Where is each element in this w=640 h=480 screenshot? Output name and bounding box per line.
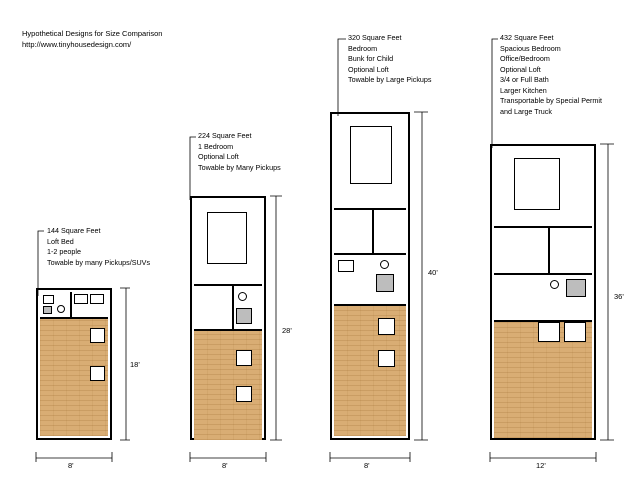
plan-320-hall-partition	[372, 210, 374, 254]
callout-320-feature-0: Bedroom	[348, 43, 378, 53]
callout-320-feature-3: Towable by Large Pickups	[348, 75, 432, 84]
plan-432-shower	[566, 279, 586, 297]
dim-label-432-width: 12'	[536, 461, 546, 470]
callout-224-feature-2: Towable by Many Pickups	[198, 162, 281, 172]
plan-320-shower	[376, 274, 394, 292]
dim-144-ext-w	[36, 452, 112, 462]
callout-144-feature-2: Towable by many Pickups/SUVs	[47, 257, 151, 267]
plan-320-vanity	[338, 260, 354, 272]
plan-224-bed	[207, 212, 247, 264]
dim-224-ext-h	[270, 196, 282, 440]
diagram-url: http://www.tinyhousedesign.com/	[22, 40, 132, 49]
plan-320-bed	[350, 126, 392, 184]
callout-224	[198, 131, 281, 173]
callout-320-sqft: 320 Square Feet	[348, 33, 402, 42]
plan-224-toilet	[238, 292, 247, 301]
callout-224-feature-1: Optional Loft	[198, 152, 239, 161]
title-block	[22, 28, 162, 50]
dim-label-224-width: 8'	[222, 461, 228, 470]
plan-144-outline	[36, 288, 112, 440]
leader-320	[338, 39, 346, 116]
plan-144-appliance	[90, 328, 105, 343]
plan-224-ladder	[236, 386, 252, 402]
dim-label-320-length: 40'	[428, 268, 438, 277]
dim-label-144-width: 8'	[68, 461, 74, 470]
dim-224-ext-w	[190, 452, 266, 462]
plan-224-bath-partition	[232, 286, 234, 330]
callout-144-feature-0: Loft Bed	[47, 236, 74, 246]
plan-144-shower	[43, 306, 52, 314]
plan-432-office-partition	[548, 228, 550, 274]
callout-432-sqft: 432 Square Feet	[500, 33, 554, 42]
plan-432-office	[494, 228, 592, 274]
callout-320-feature-1: Bunk for Child	[348, 54, 394, 63]
callout-432-feature-4: Larger Kitchen	[500, 85, 547, 95]
plan-144-sink	[74, 294, 88, 304]
dim-label-320-width: 8'	[364, 461, 370, 470]
plan-320-closet-hall	[334, 210, 406, 254]
leader-432	[492, 39, 498, 148]
callout-432-feature-5: Transportable by Special Permit	[500, 96, 603, 105]
dim-label-432-length: 36'	[614, 292, 624, 301]
plan-144-ladder	[90, 366, 105, 381]
plan-432-sink	[564, 322, 586, 342]
plan-320-outline	[330, 112, 410, 440]
plan-432-toilet	[550, 280, 559, 289]
plan-144-tub	[43, 295, 54, 304]
plan-224-appliance	[236, 350, 252, 366]
dim-320-ext-w	[330, 452, 410, 462]
plan-144-toilet	[57, 305, 65, 313]
callout-320-feature-2: Optional Loft	[348, 64, 389, 74]
callout-144	[47, 226, 150, 268]
plan-320-toilet	[380, 260, 389, 269]
dim-144-ext-h	[120, 288, 130, 440]
dim-432-ext-h	[600, 144, 614, 440]
leader-224	[190, 137, 196, 200]
dim-label-224-length: 28'	[282, 326, 292, 335]
dim-label-144-length: 18'	[130, 360, 140, 369]
leader-144	[38, 231, 44, 296]
callout-432-feature-0: Spacious Bedroom	[500, 43, 561, 53]
plan-432-range	[538, 322, 560, 342]
callout-432-feature-2: Optional Loft	[500, 64, 541, 74]
callout-224-feature-0: 1 Bedroom	[198, 141, 234, 151]
plan-320-sink	[378, 350, 395, 367]
callout-224-sqft: 224 Square Feet	[198, 131, 252, 140]
plan-432-bed	[514, 158, 560, 210]
plan-432-outline	[490, 144, 596, 440]
diagram-title: Hypothetical Designs for Size Comparison	[22, 29, 163, 38]
callout-320	[348, 33, 432, 86]
plan-144-bath-wall	[70, 292, 72, 318]
plan-320-living-floor	[334, 306, 406, 436]
plan-224-outline	[190, 196, 266, 440]
callout-432	[500, 33, 602, 117]
plan-144-interior-wall	[40, 317, 108, 319]
plan-320-range	[378, 318, 395, 335]
plan-144-range	[90, 294, 104, 304]
callout-432-feature-3: 3/4 or Full Bath	[500, 75, 549, 84]
callout-144-feature-1: 1-2 people	[47, 247, 81, 256]
callout-144-sqft: 144 Square Feet	[47, 226, 101, 235]
plan-224-shower	[236, 308, 252, 324]
callout-432-feature-1: Office/Bedroom	[500, 54, 550, 63]
dim-320-ext-h	[414, 112, 428, 440]
callout-432-feature-6: and Large Truck	[500, 106, 552, 116]
